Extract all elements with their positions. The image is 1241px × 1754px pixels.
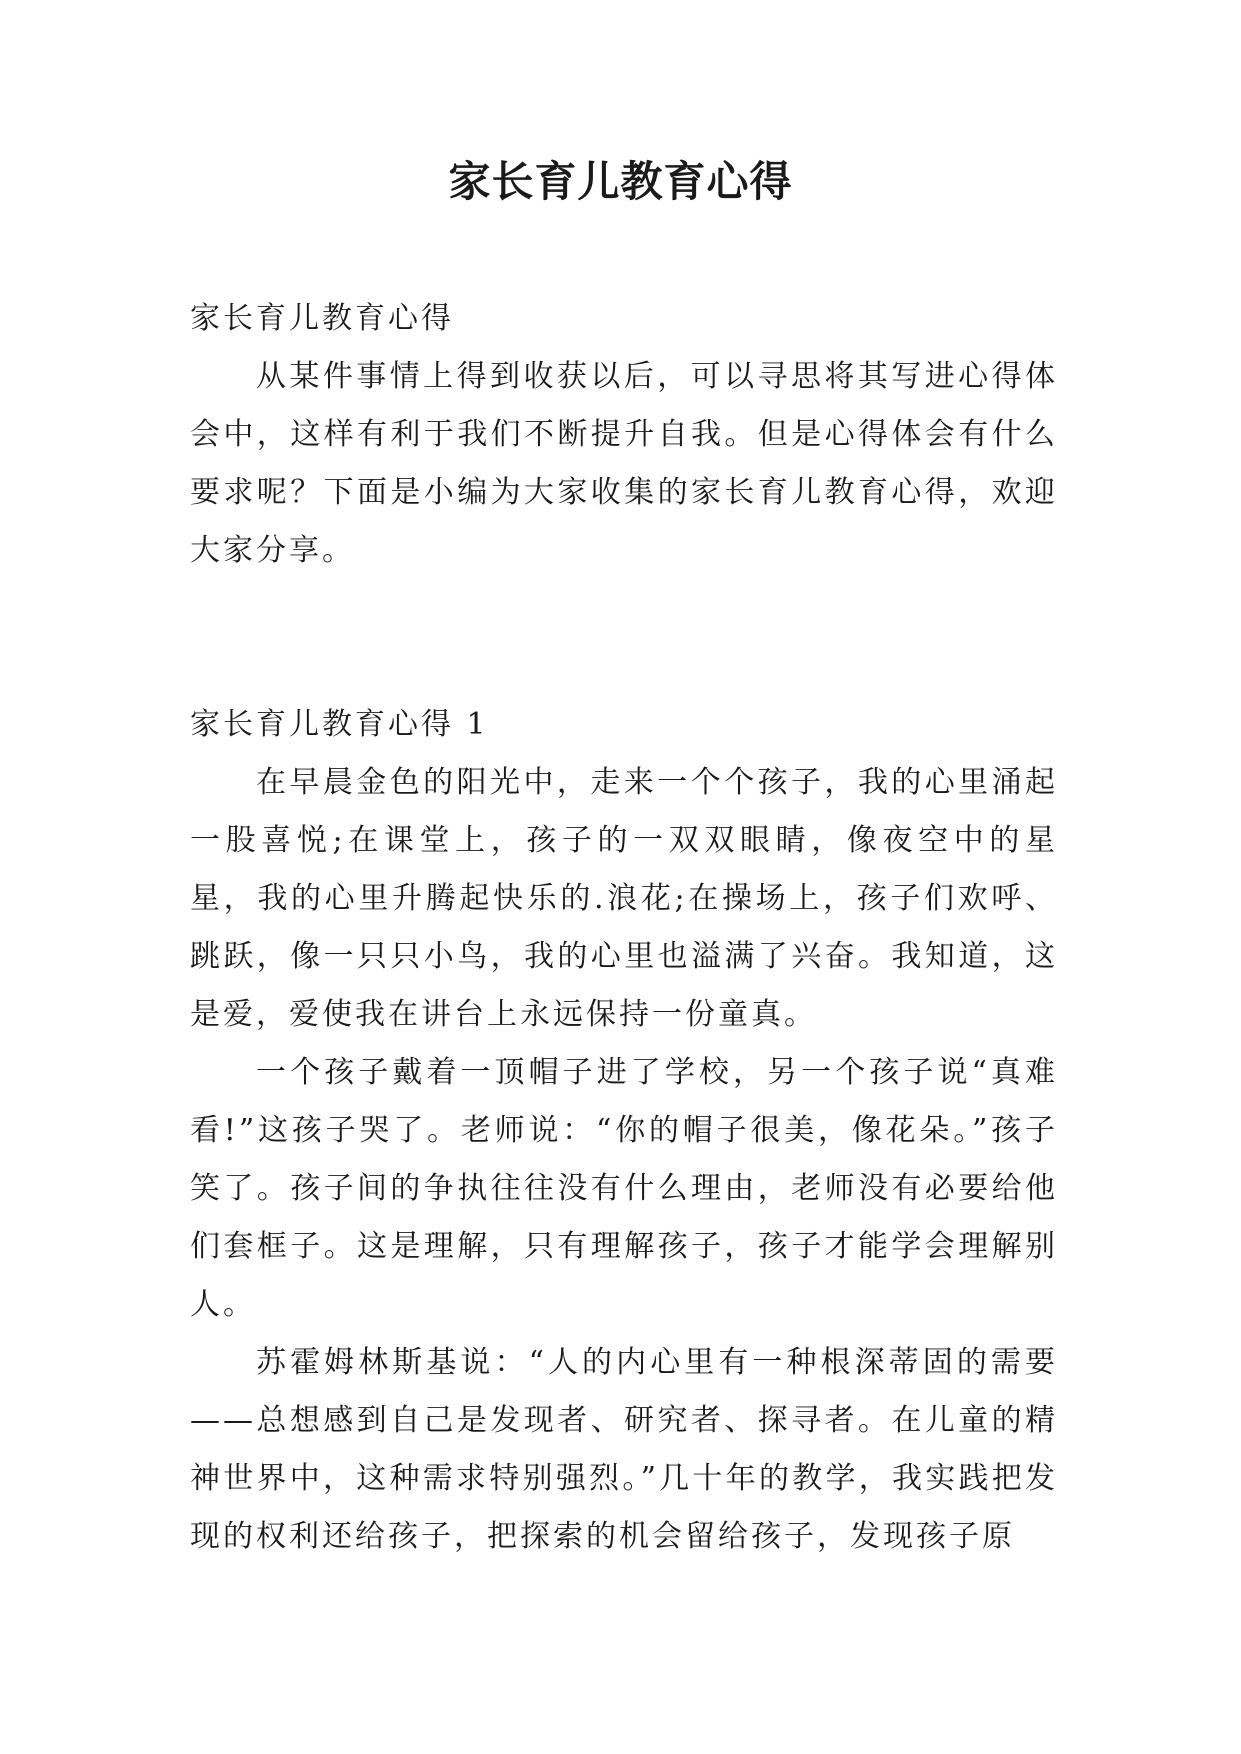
document-title: 家长育儿教育心得	[448, 157, 793, 206]
body-paragraph: 苏霍姆林斯基说：“人的内心里有一种根深蒂固的需要——总想感到自己是发现者、研究者、探寻者。在儿童的精神世界中，这种需求特别强烈。”几十年的教学，我实践把发现的权利还给孩子，把探索的机会留给孩子，发现孩子原	[190, 1345, 1058, 1554]
document-body	[190, 290, 1058, 1566]
body-paragraph: 在早晨金色的阳光中，走来一个个孩子，我的心里涌起一股喜悦;在课堂上，孩子的一双双眼睛，像夜空中的星星，我的心里升腾起快乐的.浪花;在操场上，孩子们欢呼、跳跃，像一只只小鸟，我的心里也溢满了兴奋。我知道，这是爱，爱使我在讲台上永远保持一份童真。	[190, 765, 1058, 1032]
intro-paragraph: 从某件事情上得到收获以后，可以寻思将其写进心得体会中，这样有利于我们不断提升自我。但是心得体会有什么要求呢？下面是小编为大家收集的家长育儿教育心得，欢迎大家分享。	[190, 359, 1058, 568]
section-spacer	[190, 580, 1058, 696]
intro-heading: 家长育儿教育心得	[190, 301, 454, 336]
body-paragraph: 一个孩子戴着一顶帽子进了学校，另一个孩子说“真难看!”这孩子哭了。老师说：“你的帽子很美，像花朵。”孩子笑了。孩子间的争执往往没有什么理由，老师没有必要给他们套框子。这是理解，只有理解孩子，孩子才能学会理解别人。	[190, 1055, 1058, 1322]
section-heading: 家长育儿教育心得 1	[190, 707, 489, 742]
